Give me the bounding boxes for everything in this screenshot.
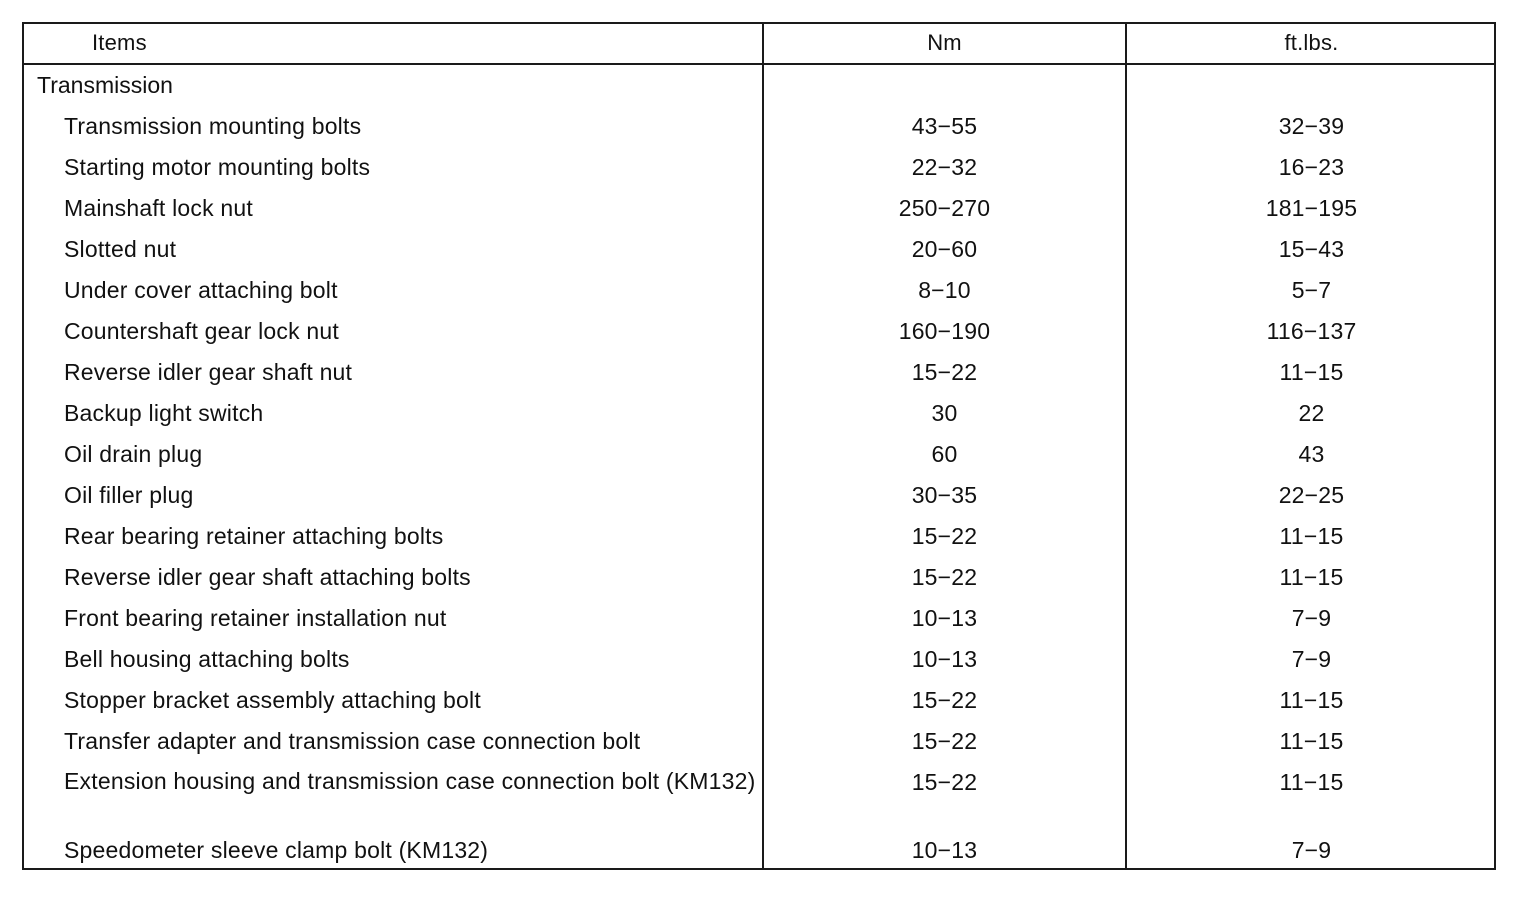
- row-nm-value: 15−22: [911, 564, 978, 590]
- table-row: [24, 728, 1494, 769]
- header-ftlbs: ft.lbs.: [1284, 30, 1339, 55]
- table-row: [24, 195, 1494, 236]
- table-row: [24, 236, 1494, 277]
- row-nm-value: 15−22: [911, 769, 978, 795]
- row-nm-value: 250−270: [898, 195, 991, 221]
- row-item-label: Transmission mounting bolts: [64, 113, 362, 139]
- table-row: [24, 523, 1494, 564]
- row-ftlbs-value: 11−15: [1279, 523, 1344, 549]
- row-item-label: Stopper bracket assembly attaching bolt: [64, 687, 481, 713]
- row-ftlbs-value: 7−9: [1291, 605, 1332, 631]
- header-items: Items: [92, 30, 147, 55]
- row-item-label: Rear bearing retainer attaching bolts: [64, 523, 444, 549]
- row-nm-value: 15−22: [911, 359, 978, 385]
- row-item-label: Backup light switch: [64, 400, 264, 426]
- row-ftlbs-value: 5−7: [1291, 277, 1332, 303]
- row-item-label: Reverse idler gear shaft attaching bolts: [64, 564, 471, 590]
- row-item-label: Countershaft gear lock nut: [64, 318, 339, 344]
- row-item-label: Mainshaft lock nut: [64, 195, 253, 221]
- row-item-label: Extension housing and transmission case connection bolt (KM132): [64, 768, 756, 794]
- row-item-label: Bell housing attaching bolts: [64, 646, 350, 672]
- row-nm-value: 30: [931, 400, 958, 426]
- row-ftlbs-value: 11−15: [1279, 728, 1344, 754]
- row-item-label: Transfer adapter and transmission case connection bolt: [64, 728, 641, 754]
- row-item-label: Reverse idler gear shaft nut: [64, 359, 353, 385]
- row-ftlbs-value: 7−9: [1291, 646, 1332, 672]
- row-nm-value: 15−22: [911, 728, 978, 754]
- table-row: [24, 113, 1494, 154]
- torque-spec-table: [22, 22, 1496, 870]
- row-item-label: Slotted nut: [64, 236, 177, 262]
- table-row: [24, 687, 1494, 728]
- table-row: [24, 359, 1494, 400]
- row-ftlbs-value: 15−43: [1278, 236, 1345, 262]
- table-header-row: [24, 24, 1494, 65]
- row-item-label: Oil filler plug: [64, 482, 194, 508]
- row-nm-value: 10−13: [911, 605, 978, 631]
- row-item-label: Front bearing retainer installation nut: [64, 605, 447, 631]
- table-row: [24, 837, 1494, 878]
- row-item-label: Under cover attaching bolt: [64, 277, 338, 303]
- row-nm-value: 15−22: [911, 523, 978, 549]
- row-nm-value: 10−13: [911, 837, 978, 863]
- row-nm-value: 15−22: [911, 687, 978, 713]
- row-nm-value: 10−13: [911, 646, 978, 672]
- row-nm-value: 20−60: [911, 236, 978, 262]
- row-ftlbs-value: 11−15: [1279, 564, 1344, 590]
- row-ftlbs-value: 11−15: [1279, 769, 1344, 795]
- table-row: [24, 769, 1494, 837]
- table-row: [24, 400, 1494, 441]
- row-ftlbs-value: 43: [1298, 441, 1325, 467]
- row-ftlbs-value: 116−137: [1266, 318, 1357, 344]
- row-ftlbs-value: 11−15: [1279, 687, 1344, 713]
- row-ftlbs-value: 32−39: [1278, 113, 1345, 139]
- table-row: [24, 441, 1494, 482]
- row-ftlbs-value: 22: [1298, 400, 1325, 426]
- row-nm-value: 30−35: [911, 482, 978, 508]
- row-ftlbs-value: 7−9: [1291, 837, 1332, 863]
- table-row: [24, 564, 1494, 605]
- row-ftlbs-value: 11−15: [1279, 359, 1344, 385]
- row-nm-value: 8−10: [918, 277, 971, 303]
- row-nm-value: 22−32: [911, 154, 978, 180]
- row-item-label: Oil drain plug: [64, 441, 203, 467]
- table-row: [24, 482, 1494, 523]
- row-nm-value: 60: [931, 441, 958, 467]
- table-row: [24, 318, 1494, 359]
- row-ftlbs-value: 181−195: [1265, 195, 1358, 221]
- row-ftlbs-value: 22−25: [1278, 482, 1345, 508]
- table-row: [24, 154, 1494, 195]
- table-row: [24, 646, 1494, 687]
- header-nm: Nm: [927, 30, 962, 55]
- table-row: [24, 605, 1494, 646]
- table-row: [24, 277, 1494, 318]
- row-item-label: Starting motor mounting bolts: [64, 154, 371, 180]
- row-nm-value: 160−190: [898, 318, 991, 344]
- row-nm-value: 43−55: [911, 113, 978, 139]
- row-ftlbs-value: 16−23: [1278, 154, 1345, 180]
- section-title: Transmission: [37, 72, 173, 98]
- row-item-label: Speedometer sleeve clamp bolt (KM132): [64, 837, 489, 863]
